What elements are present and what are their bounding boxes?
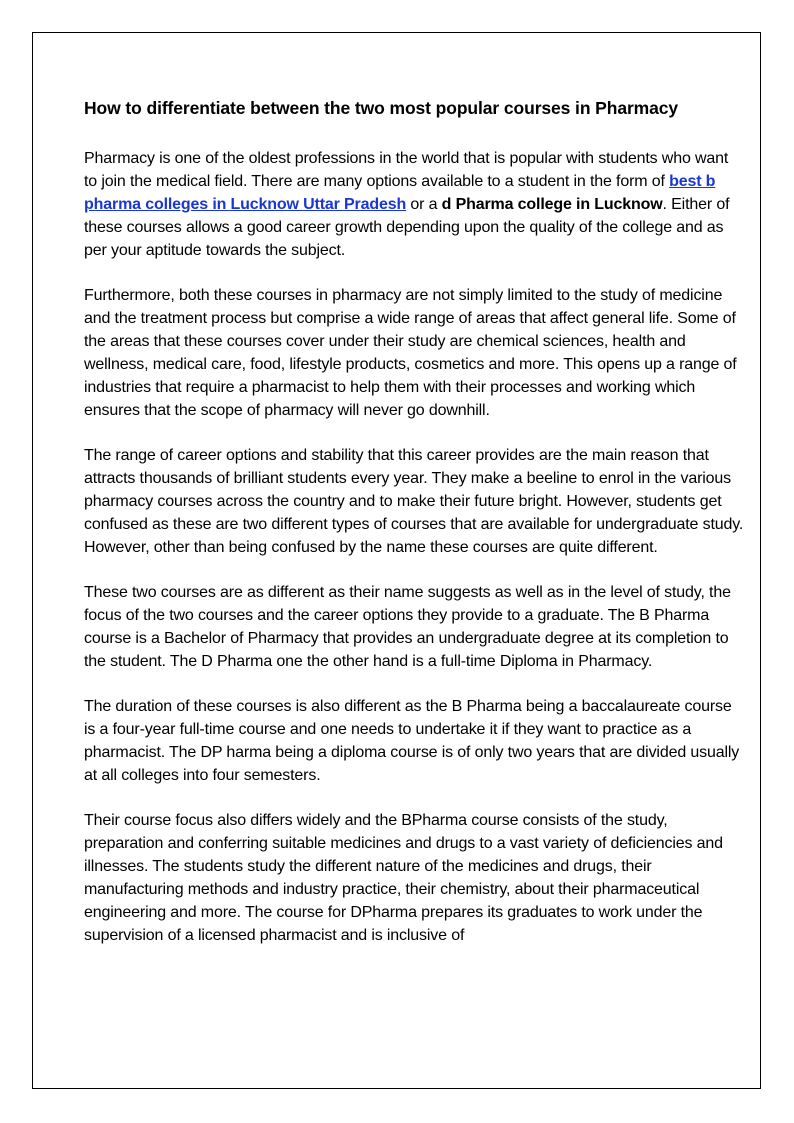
paragraph-course-differences: These two courses are as different as their name suggests as well as in the level of study, the focus of the two courses and the career options they provide to a graduate. The B Pharma course is a Bachelor of Pharmacy that provides an undergraduate degree at its completion to the student. The D Pharma one the other hand is a full-time Diploma in Pharmacy. xyxy=(84,584,731,670)
paragraph-course-focus: Their course focus also differs widely and the BPharma course consists of the study, preparation and conferring suitable medicines and drugs to a vast variety of deficiencies and illnesses. The students study the different nature of the medicines and drugs, their manufacturing methods and industry practice, their chemistry, about their pharmaceutical engineering and more. The course for DPharma prepares its graduates to work under the supervision of a licensed pharmacist and is inclusive of xyxy=(84,812,723,944)
document-title: How to differentiate between the two most popular courses in Pharmacy xyxy=(84,98,679,118)
paragraph-duration: The duration of these courses is also different as the B Pharma being a baccalaureate course is a four-year full-time course and one needs to undertake it if they want to practice as a pharmacist. The DP harma being a diploma course is of only two years that are divided usually at all colleges into four semesters. xyxy=(84,698,740,784)
intro-paragraph xyxy=(84,147,744,262)
d-pharma-bold-text: d Pharma college in Lucknow xyxy=(441,196,663,213)
intro-text-before-link: Pharmacy is one of the oldest professions in the world that is popular with students who want to join the medical field. There are many options available to a student in the form of xyxy=(84,150,729,190)
b-pharma-colleges-link[interactable]: best b pharma colleges in Lucknow Uttar Pradesh xyxy=(84,173,716,213)
paragraph-scope: Furthermore, both these courses in pharmacy are not simply limited to the study of medicine and the treatment process but comprise a wide range of areas that affect general life. Some of the areas that these courses cover under their study are chemical sciences, health and wellness, medical care, food, lifestyle products, cosmetics and more. This opens up a range of industries that require a pharmacist to help them with their processes and working which ensures that the scope of pharmacy will never go downhill. xyxy=(84,287,737,419)
intro-text-between: or a xyxy=(406,196,442,213)
intro-text-after: . Either of these courses allows a good career growth depending upon the quality of the college and as per your aptitude towards the subject. xyxy=(84,196,730,259)
document-body xyxy=(84,96,744,969)
paragraph-career-options: The range of career options and stability that this career provides are the main reason that attracts thousands of brilliant students every year. They make a beeline to enrol in the various pharmacy courses across the country and to make their future bright. However, students get confused as these are two different types of courses that are available for undergraduate study. However, other than being confused by the name these courses are quite different. xyxy=(84,447,744,556)
